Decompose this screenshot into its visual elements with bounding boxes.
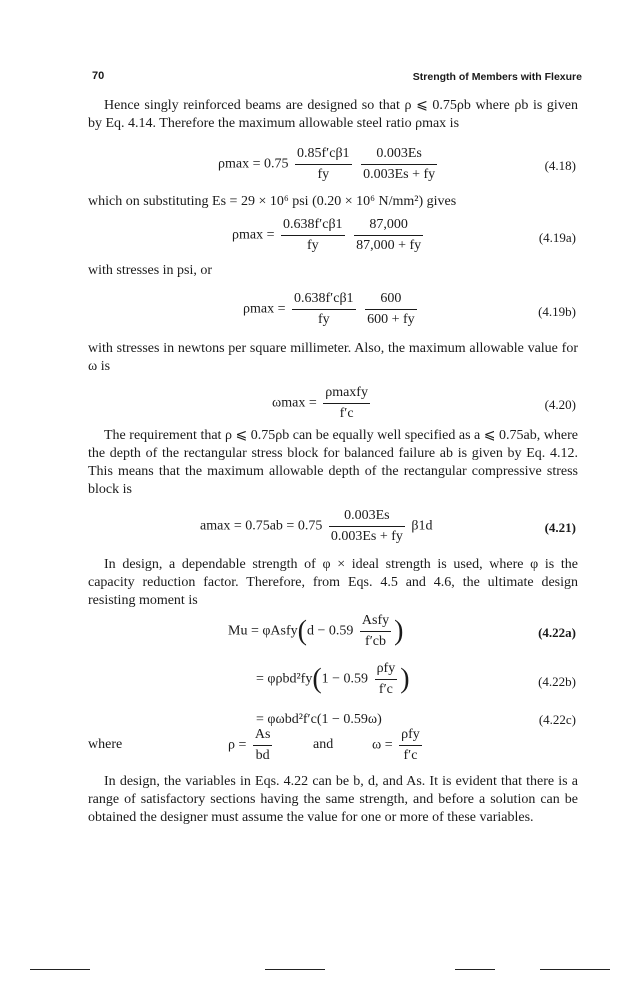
denominator: f′cb (365, 634, 386, 649)
equation-4-19b (243, 290, 420, 329)
paragraph-4-text: with stresses in newtons per square millimeter. Also, the maximum allowable value for ω is (88, 341, 578, 374)
eq-lhs: ω = (372, 737, 393, 753)
paragraph-2 (88, 193, 578, 211)
denominator: bd (255, 748, 270, 763)
equation-number: (4.18) (544, 158, 576, 173)
paragraph-7 (88, 773, 578, 827)
scan-artifact-line (540, 969, 610, 970)
denominator: fy (306, 238, 319, 253)
eq-lhs: Mu = φAsfy (228, 623, 298, 639)
close-paren: ) (400, 663, 410, 695)
numerator: 0.003Es (329, 507, 405, 527)
equation-4-21 (200, 507, 433, 546)
scan-artifact-line (30, 969, 90, 970)
equation-number: (4.22a) (538, 625, 576, 640)
denominator: fy (317, 312, 330, 327)
paragraph-1-text: Hence singly reinforced beams are designed so that ρ ⩽ 0.75ρb where ρb is given by Eq. 4.14. Therefore the maximum allowable steel ratio ρmax is (88, 98, 578, 131)
fraction (365, 290, 417, 329)
equation-4-22b (256, 660, 410, 699)
fraction (323, 384, 370, 423)
equation-number: (4.19b) (538, 304, 576, 319)
denominator: 0.003Es + fy (363, 167, 436, 182)
equation-number: (4.21) (544, 520, 576, 535)
eq-lhs: amax = 0.75ab = 0.75 (200, 518, 323, 534)
paragraph-3 (88, 262, 578, 280)
numerator: 0.85f′cβ1 (295, 145, 352, 165)
and-label: and (313, 737, 334, 752)
fraction (360, 612, 391, 651)
scan-artifact-line (455, 969, 495, 970)
fraction (295, 145, 352, 184)
paragraph-6-text: In design, a dependable strength of φ × ideal strength is used, where φ is the capacity reduction factor. Therefore, from Eqs. 4.5 and 4.6, the ultimate design resisting moment is (88, 557, 578, 608)
eq-lhs: ρmax = (243, 301, 286, 317)
fraction (253, 726, 273, 765)
numerator: As (253, 726, 273, 746)
paragraph-1 (88, 97, 578, 133)
equation-4-18 (218, 145, 440, 184)
equation-number: (4.22b) (538, 674, 576, 689)
fraction (281, 216, 345, 255)
numerator: 0.003Es (361, 145, 437, 165)
equation-4-19a (232, 216, 426, 255)
equation-number: (4.22c) (538, 712, 576, 727)
denominator: 87,000 + fy (356, 238, 422, 253)
equation-number: (4.19a) (538, 230, 576, 245)
eq-inner: 1 − 0.59 (321, 671, 369, 687)
numerator: 87,000 (354, 216, 423, 236)
eq-lhs: ρ = (228, 737, 247, 753)
numerator: 600 (365, 290, 417, 310)
eq-lhs: = φρbd²fy (256, 671, 313, 687)
eq-lhs: ωmax = (272, 395, 317, 411)
where-omega-definition (372, 726, 425, 765)
paragraph-3-text: with stresses in psi, or (88, 263, 213, 278)
denominator: fy (317, 167, 330, 182)
equation-number: (4.20) (544, 397, 576, 412)
paragraph-6 (88, 556, 578, 610)
denominator: 0.003Es + fy (330, 529, 403, 544)
numerator: ρfy (399, 726, 422, 746)
eq-lhs: ρmax = (232, 227, 275, 243)
paragraph-5 (88, 427, 578, 499)
where-label: where (88, 737, 123, 752)
page-number: 70 (92, 70, 105, 82)
denominator: f′c (339, 406, 354, 421)
where-rho-definition (228, 726, 275, 765)
paragraph-5-text: The requirement that ρ ⩽ 0.75ρb can be equally well specified as a ⩽ 0.75ab, where the depth of the rectangular stress block for balanced failure ab is given by Eq. 4.12. This means that the maximum allowable depth of the rectangular compressive stress block is (88, 428, 578, 497)
eq-tail: β1d (411, 518, 433, 534)
eq-inner: d − 0.59 (306, 623, 354, 639)
denominator: 600 + fy (367, 312, 415, 327)
open-paren: ( (312, 663, 322, 695)
numerator: 0.638f′cβ1 (292, 290, 356, 310)
fraction (375, 660, 398, 699)
numerator: Asfy (360, 612, 391, 632)
equation-4-22a (228, 612, 403, 651)
paragraph-2-text: which on substituting Es = 29 × 10⁶ psi (0.20 × 10⁶ N/mm²) gives (88, 194, 457, 209)
fraction (329, 507, 405, 546)
denominator: f′c (403, 748, 418, 763)
fraction (361, 145, 437, 184)
paragraph-7-text: In design, the variables in Eqs. 4.22 can be b, d, and As. It is evident that there is a range of satisfactory sections having the same strength, and before a solution can be obtained the designer must assume the value for one or more of these variables. (88, 774, 578, 825)
equation-4-22c: = φωbd²f′c(1 − 0.59ω) (256, 712, 382, 727)
eq-lhs: ρmax = 0.75 (218, 156, 289, 172)
denominator: f′c (378, 682, 393, 697)
running-title: Strength of Members with Flexure (412, 71, 582, 83)
numerator: ρmaxfy (323, 384, 370, 404)
fraction (354, 216, 423, 255)
numerator: ρfy (375, 660, 398, 680)
equation-4-20 (272, 384, 373, 423)
fraction (292, 290, 356, 329)
paragraph-4 (88, 340, 578, 376)
open-paren: ( (297, 615, 307, 647)
close-paren: ) (394, 615, 404, 647)
fraction (399, 726, 422, 765)
numerator: 0.638f′cβ1 (281, 216, 345, 236)
scan-artifact-line (265, 969, 325, 970)
